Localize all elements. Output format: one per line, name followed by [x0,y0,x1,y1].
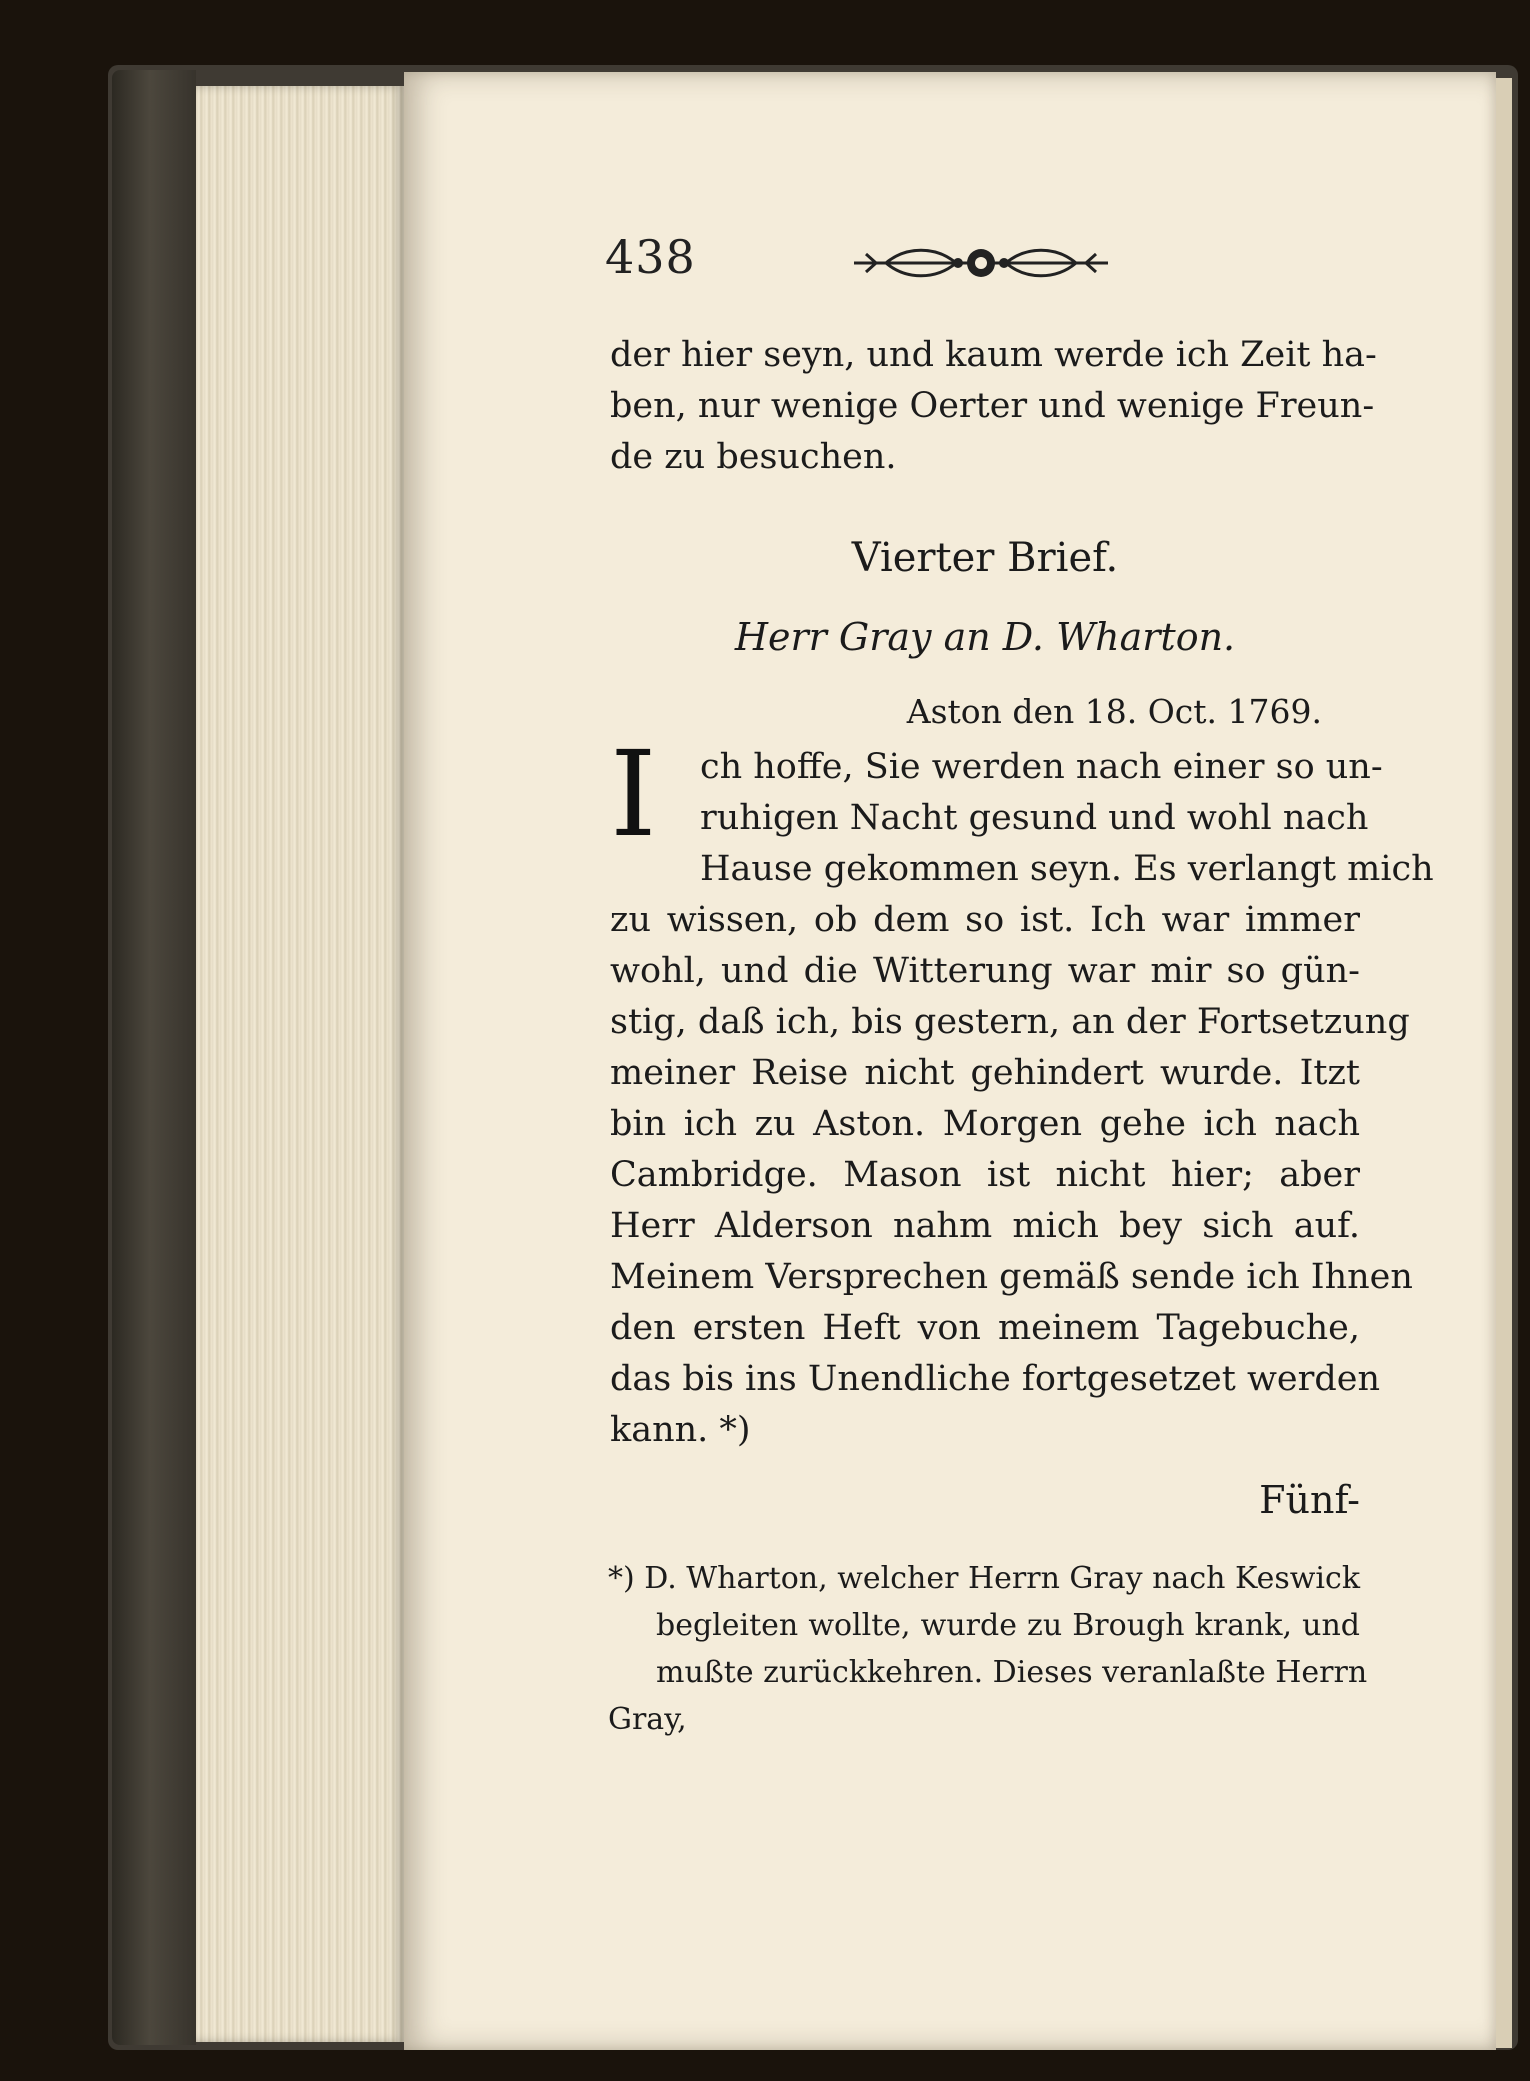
page-edges [196,86,404,2042]
letter-body [610,725,1434,1456]
text-line: der hier seyn, und kaum werde ich Zeit ha- [610,335,1377,375]
text-line: Herr Alderson nahm mich bey sich auf. [610,1206,1360,1246]
footnote-line: begleiten wollte, wurde zu Brough krank, und [656,1608,1360,1643]
text-line: bin ich zu Aston. Morgen gehe ich nach [610,1104,1360,1144]
text-line: Cambridge. Mason ist nicht hier; aber [610,1155,1360,1195]
text-line: Meinem Versprechen gemäß sende ich Ihnen [610,1257,1413,1297]
text-line: das bis ins Unendliche fortgesetzet werden [610,1359,1381,1399]
letter-subtitle: Herr Gray an D. Wharton. [734,615,1236,659]
text-line: den ersten Heft von meinem Tagebuche, [610,1308,1360,1348]
text-line: wohl, und die Witterung war mir so gün- [610,951,1360,991]
text-line: zu wissen, ob dem so ist. Ich war immer [610,900,1360,940]
page-number: 438 [605,230,696,284]
book-spine-edge [112,70,196,2045]
next-page-edge [1496,78,1512,2048]
text-line: ch hoffe, Sie werden nach einer so un- [700,747,1383,787]
footnote-line: mußte zurückkehren. Dieses veranlaßte Herrn [656,1655,1368,1690]
text-line: ruhigen Nacht gesund und wohl nach [700,798,1369,838]
letter-dateline: Aston den 18. Oct. 1769. [906,692,1322,731]
text-line: meiner Reise nicht gehindert wurde. Itzt [610,1053,1360,1093]
text-line: ben, nur wenige Oerter und wenige Freun- [610,386,1375,426]
footnote [608,1555,1368,1743]
continuation-paragraph [610,330,1377,483]
catchword: Fünf- [1259,1478,1360,1522]
text-line: kann. *) [610,1410,751,1450]
footnote-catchword: Gray, [608,1702,687,1737]
text-line: de zu besuchen. [610,437,897,477]
drop-cap: I [610,725,657,863]
text-line: Hause gekommen seyn. Es verlangt mich [700,849,1434,889]
footnote-line: *) D. Wharton, welcher Herrn Gray nach Keswick [608,1561,1360,1596]
letter-title: Vierter Brief. [851,535,1119,581]
ornament-icon [846,240,1116,286]
text-line: stig, daß ich, bis gestern, an der Fortsetzung [610,1002,1410,1042]
